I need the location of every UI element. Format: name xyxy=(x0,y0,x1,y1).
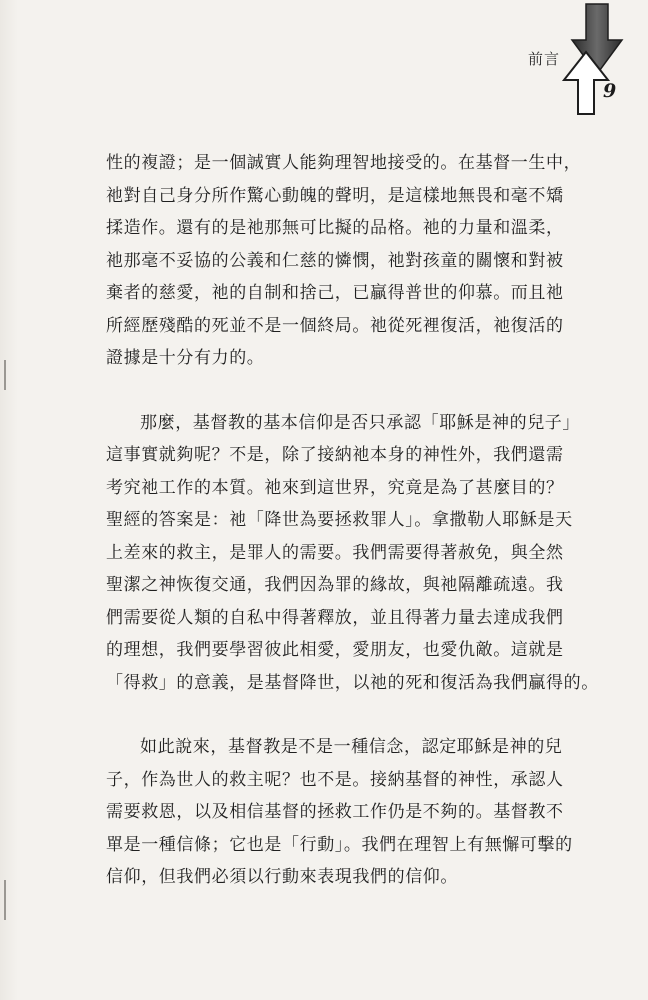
body-text xyxy=(106,147,599,894)
text-line: 棄者的慈愛，祂的自制和捨己，已贏得普世的仰慕。而且祂 xyxy=(106,283,564,303)
text-line: 那麼，基督教的基本信仰是否只承認「耶穌是神的兒子」 xyxy=(140,412,580,433)
text-line: 聖潔之神恢復交通，我們因為罪的緣故，與祂隔離疏遠。我 xyxy=(106,575,564,595)
text-line: 的理想，我們要學習彼此相愛，愛朋友，也愛仇敵。這就是 xyxy=(106,640,564,660)
text-line: 如此說來，基督教是不是一種信念，認定耶穌是神的兒 xyxy=(140,737,563,757)
text-line: 祂那毫不妥協的公義和仁慈的憐憫，祂對孩童的關懷和對被 xyxy=(106,250,564,271)
text-line: 信仰，但我們必須以行動來表現我們的信仰。 xyxy=(106,867,458,887)
text-line: 性的複證；是一個誠實人能夠理智地接受的。在基督一生中， xyxy=(106,153,582,173)
text-line: 所經歷殘酷的死並不是一個終局。祂從死裡復活，祂復活的 xyxy=(106,315,564,336)
text-line: 需要救恩，以及相信基督的拯救工作仍是不夠的。基督教不 xyxy=(106,802,564,822)
text-line: 這事實就夠呢？不是，除了接納祂本身的神性外，我們還需 xyxy=(106,445,564,465)
scan-edge-mark xyxy=(4,360,6,390)
text-line: 們需要從人類的自私中得著釋放，並且得著力量去達成我們 xyxy=(106,607,564,628)
text-line: 考究祂工作的本質。祂來到這世界，究竟是為了甚麼目的？ xyxy=(106,477,564,498)
text-line: 揉造作。還有的是祂那無可比擬的品格。祂的力量和溫柔， xyxy=(106,218,564,238)
paragraph-1 xyxy=(106,147,582,375)
paragraph-3 xyxy=(106,731,576,894)
text-line: 子，作為世人的救主呢？也不是。接納基督的神性，承認人 xyxy=(106,769,564,790)
paragraph-2 xyxy=(106,407,599,700)
text-line: 上差來的救主，是罪人的需要。我們需要得著赦免，與全然 xyxy=(106,542,564,563)
text-line: 證據是十分有力的。 xyxy=(106,348,265,368)
text-line: 聖經的答案是：祂「降世為要拯救罪人」。拿撒勒人耶穌是天 xyxy=(106,510,573,530)
text-line: 單是一種信條；它也是「行動」。我們在理智上有無懈可擊的 xyxy=(106,834,573,855)
page-number: 9 xyxy=(603,80,617,102)
scan-edge-mark xyxy=(4,880,6,920)
navigation-arrows xyxy=(556,2,626,122)
text-line: 「得救」的意義，是基督降世，以祂的死和復活為我們贏得的。 xyxy=(106,672,599,693)
text-line: 祂對自己身分所作驚心動魄的聲明，是這樣地無畏和毫不矯 xyxy=(106,185,564,206)
section-title: 前言 xyxy=(528,50,561,68)
